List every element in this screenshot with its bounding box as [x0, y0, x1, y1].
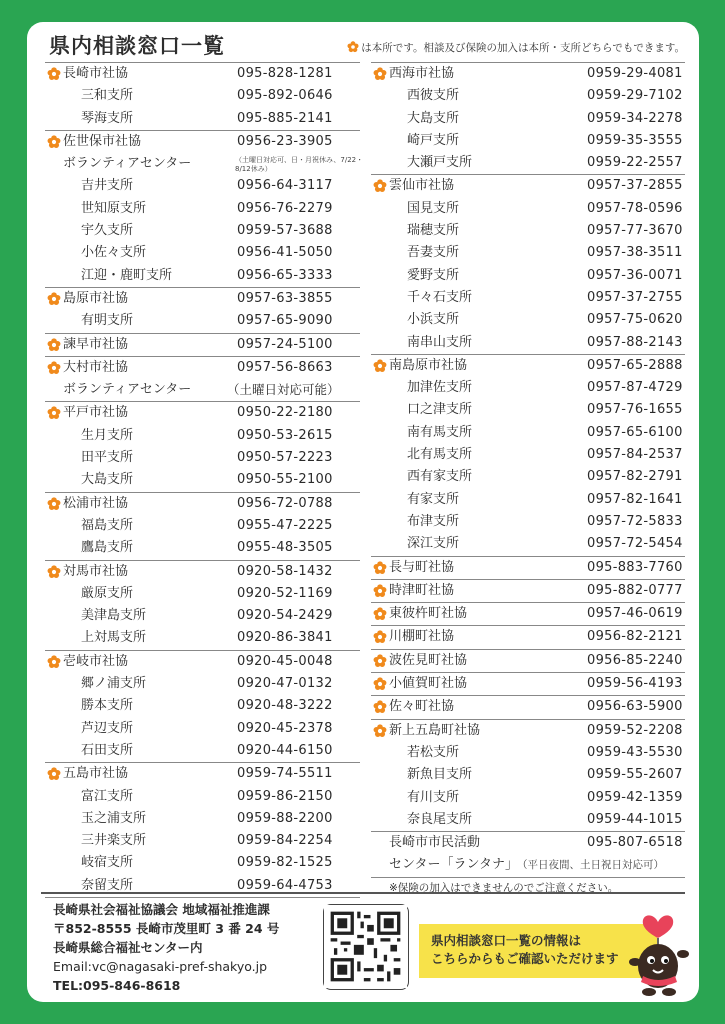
hours-note: （土曜日対応可、日・月祝休み、7/22・8/12休み） [235, 156, 364, 174]
flower-icon [373, 67, 387, 81]
office-name: 口之津支所 [407, 402, 473, 418]
flower-icon [47, 655, 61, 669]
phone-number: 0957-24-5100 [237, 336, 333, 352]
office-name: 上対馬支所 [81, 630, 147, 646]
office-group [371, 174, 685, 353]
flower-icon [373, 561, 387, 575]
office-name: 瑞穂支所 [407, 223, 460, 239]
branch-office-row [45, 718, 360, 740]
main-office-row [371, 696, 685, 718]
office-name: 田平支所 [81, 450, 134, 466]
office-group [45, 333, 360, 356]
footer [41, 892, 685, 1002]
office-name: 郷ノ浦支所 [81, 676, 147, 692]
flower-icon [373, 630, 387, 644]
branch-office-row [45, 808, 360, 830]
phone-number: 0956-85-2240 [587, 652, 683, 668]
flower-icon [47, 767, 61, 781]
phone-number: 0959-84-2254 [237, 833, 333, 849]
branch-office-row [371, 742, 685, 764]
flower-icon [47, 67, 61, 81]
branch-office-row [45, 830, 360, 852]
branch-office-row [371, 85, 685, 107]
office-group [371, 602, 685, 625]
main-office-row [371, 720, 685, 742]
phone-number: 0957-63-3855 [237, 290, 333, 306]
office-name: 若松支所 [407, 744, 460, 760]
phone-number: 0957-72-5454 [587, 536, 683, 552]
phone-number: 0959-52-2208 [587, 722, 683, 738]
phone-number: 0956-64-3117 [237, 178, 333, 194]
caution-note: ※保険の加入はできませんのでご注意ください。 [389, 881, 619, 894]
office-name: 吉井支所 [81, 178, 134, 194]
main-office-row [371, 355, 685, 377]
banner-line2: こちらからもご確認いただけます [431, 951, 619, 966]
branch-office-row [371, 466, 685, 488]
phone-number: 0957-82-1641 [587, 491, 683, 507]
main-office-row [371, 175, 685, 197]
phone-number: 0955-48-3505 [237, 540, 333, 556]
address: 〒852-8555 長崎市茂里町 3 番 24 号 [53, 921, 280, 936]
branch-office-row [371, 152, 685, 174]
office-group [371, 354, 685, 556]
office-name: 長与町社協 [389, 559, 455, 575]
phone-number: 0957-65-9090 [237, 313, 333, 329]
office-name: 佐々町社協 [389, 699, 455, 715]
office-name: 小浜支所 [407, 312, 460, 328]
branch-office-row [45, 537, 360, 559]
phone-number: 0957-75-0620 [587, 312, 683, 328]
phone-number: 0956-72-0788 [237, 495, 333, 511]
branch-office-row [371, 511, 685, 533]
office-name: 西有家支所 [407, 469, 473, 485]
office-name: 平戸市社協 [63, 405, 129, 421]
building: 長崎県総合福祉センター内 [53, 940, 203, 955]
office-name: 千々石支所 [407, 289, 473, 305]
phone-number: 095-807-6518 [587, 835, 683, 851]
main-office-row [45, 334, 360, 356]
office-name: 琴海支所 [81, 110, 134, 126]
flower-icon [47, 565, 61, 579]
flower-icon [373, 700, 387, 714]
flower-icon [373, 654, 387, 668]
phone-number: 0950-53-2615 [237, 427, 333, 443]
office-name: 対馬市社協 [63, 563, 129, 579]
branch-office-row [45, 108, 360, 130]
office-name: 西海市社協 [389, 66, 455, 81]
branch-office-row [371, 220, 685, 242]
branch-office-row [45, 515, 360, 537]
office-group [371, 695, 685, 718]
branch-office-row [371, 832, 685, 854]
office-name: 富江支所 [81, 788, 134, 804]
branch-office-row [45, 198, 360, 220]
office-name: 吾妻支所 [407, 245, 460, 261]
branch-office-row [371, 287, 685, 309]
banner-line1: 県内相談窓口一覧の情報は [431, 933, 582, 948]
office-name: 五島市社協 [63, 766, 129, 782]
office-name: 東彼杵町社協 [389, 606, 468, 622]
office-name: 国見支所 [407, 200, 460, 216]
branch-office-row [371, 108, 685, 130]
right-column [371, 62, 685, 898]
office-group [371, 625, 685, 648]
office-name: 深江支所 [407, 536, 460, 552]
phone-number: 0959-44-1015 [587, 811, 683, 827]
phone-number: 0956-41-5050 [237, 245, 333, 261]
office-name: 厳原支所 [81, 585, 134, 601]
phone-number: 0959-43-5530 [587, 744, 683, 760]
phone-number: 0920-48-3222 [237, 698, 333, 714]
main-office-row [371, 626, 685, 648]
flower-icon [47, 292, 61, 306]
office-name: 時津町社協 [389, 582, 455, 598]
office-name: 加津佐支所 [407, 380, 473, 396]
phone-number: 0957-76-1655 [587, 402, 683, 418]
flower-icon [373, 179, 387, 193]
office-group [45, 287, 360, 333]
office-name: 布津支所 [407, 513, 460, 529]
phone-number: 0920-45-0048 [237, 653, 333, 669]
phone-number: 0956-76-2279 [237, 200, 333, 216]
office-name: 美津島支所 [81, 608, 147, 624]
phone-number: 0959-86-2150 [237, 788, 333, 804]
phone-number: 0957-65-6100 [587, 424, 683, 440]
phone-number: 0950-57-2223 [237, 450, 333, 466]
phone-number: 0959-35-3555 [587, 132, 683, 148]
main-office-row [45, 402, 360, 424]
main-office-row [371, 673, 685, 695]
phone-number: 0920-52-1169 [237, 585, 333, 601]
flower-icon [47, 135, 61, 149]
phone-number: 0920-54-2429 [237, 608, 333, 624]
branch-office-row [371, 809, 685, 831]
main-office-row [45, 493, 360, 515]
branch-office-row [371, 198, 685, 220]
office-name: 有川支所 [407, 789, 460, 805]
phone-number: 0957-77-3670 [587, 223, 683, 239]
office-name: 江迎・鹿町支所 [81, 267, 173, 283]
phone-number: 0959-55-2607 [587, 767, 683, 783]
page-title: 県内相談窓口一覧 [49, 34, 225, 58]
branch-office-row [45, 153, 364, 175]
office-group [371, 672, 685, 695]
main-office-row [45, 288, 360, 310]
office-name: 南島原市社協 [389, 357, 468, 373]
phone-number: 0959-34-2278 [587, 110, 683, 126]
office-name: 諫早市社協 [63, 336, 129, 352]
office-name: 芦辺支所 [81, 720, 134, 736]
branch-office-row [371, 130, 685, 152]
branch-office-row [371, 533, 685, 555]
branch-office-row [371, 854, 685, 876]
header-note [347, 40, 685, 55]
phone-number: 0959-57-3688 [237, 223, 333, 239]
phone-number: 0959-29-4081 [587, 66, 683, 81]
office-name: 有家支所 [407, 491, 460, 507]
phone-number: 0959-64-4753 [237, 877, 333, 893]
office-name: 雲仙市社協 [389, 178, 455, 194]
phone-number: 095-882-0777 [587, 582, 683, 598]
branch-office-row [45, 740, 360, 762]
office-name: 新魚目支所 [407, 767, 473, 783]
office-group [371, 556, 685, 579]
phone-number: 0920-58-1432 [237, 563, 333, 579]
phone-number: 0959-42-1359 [587, 789, 683, 805]
phone-number: 0920-45-2378 [237, 720, 333, 736]
main-office-row [45, 63, 360, 85]
office-name: 北有馬支所 [407, 447, 473, 463]
phone-number: 0957-78-0596 [587, 200, 683, 216]
phone-number: 0959-56-4193 [587, 676, 683, 692]
office-name: 大村市社協 [63, 359, 129, 375]
phone-number: 0957-72-5833 [587, 513, 683, 529]
phone-number: 095-885-2141 [237, 110, 333, 126]
branch-office-row [371, 444, 685, 466]
phone-number: 0957-88-2143 [587, 334, 683, 350]
contact-block [53, 900, 279, 995]
office-name: 壱岐市社協 [63, 653, 129, 669]
office-name: 愛野支所 [407, 267, 460, 283]
main-office-row [45, 131, 360, 153]
main-office-row [371, 580, 685, 602]
main-office-row [45, 357, 360, 379]
office-name: 奈良尾支所 [407, 811, 473, 827]
phone-number: 0957-87-4729 [587, 380, 683, 396]
branch-office-row [371, 265, 685, 287]
office-group [45, 401, 360, 491]
branch-office-row [45, 242, 360, 264]
phone-number: 0956-82-2121 [587, 629, 683, 645]
office-name: 大島支所 [407, 110, 460, 126]
office-name: 三和支所 [81, 88, 134, 104]
office-name: 小佐々支所 [81, 245, 147, 261]
branch-office-row [45, 695, 360, 717]
office-group [45, 62, 360, 130]
office-name: 有明支所 [81, 313, 134, 329]
office-name: 波佐見町社協 [389, 652, 468, 668]
phone-number: 0957-38-3511 [587, 245, 683, 261]
phone-number: 0959-74-5511 [237, 766, 333, 782]
office-name: 大瀬戸支所 [407, 155, 473, 171]
header-note-text: は本所です。相談及び保険の加入は本所・支所どちらでもできます。 [361, 42, 685, 54]
phone-number: 0957-37-2855 [587, 178, 683, 194]
branch-office-row [45, 786, 360, 808]
main-office-row [371, 603, 685, 625]
phone-number: TEL:095-846-8618 [53, 978, 181, 993]
office-name: 勝本支所 [81, 698, 134, 714]
office-group [371, 579, 685, 602]
phone-number: 095-883-7760 [587, 559, 683, 575]
branch-office-row [371, 242, 685, 264]
phone-number: 0950-55-2100 [237, 472, 333, 488]
branch-office-row [371, 377, 685, 399]
mascot-character-icon [623, 902, 693, 998]
office-group [45, 130, 364, 287]
phone-number: 095-892-0646 [237, 88, 333, 104]
office-name: 大島支所 [81, 472, 134, 488]
main-office-row [371, 650, 685, 672]
branch-office-row [371, 489, 685, 511]
branch-office-row [45, 85, 360, 107]
phone-number: 0957-46-0619 [587, 606, 683, 622]
office-name: 長崎市市民活動 [389, 835, 481, 851]
office-name: 崎戸支所 [407, 132, 460, 148]
office-name: 三井楽支所 [81, 833, 147, 849]
email-link[interactable]: Email:vc@nagasaki-pref-shakyo.jp [53, 959, 268, 974]
branch-office-row [371, 309, 685, 331]
office-name: 西彼支所 [407, 88, 460, 104]
phone-number: 0956-63-5900 [587, 699, 683, 715]
qr-code[interactable] [323, 904, 409, 990]
flower-icon [373, 607, 387, 621]
flower-icon [373, 724, 387, 738]
phone-number: 095-828-1281 [237, 66, 333, 81]
phone-number: 0959-22-2557 [587, 155, 683, 171]
phone-number: 0957-84-2537 [587, 447, 683, 463]
office-name: 鷹島支所 [81, 540, 134, 556]
main-office-row [45, 651, 360, 673]
office-name: 川棚町社協 [389, 629, 455, 645]
branch-office-row [45, 627, 360, 649]
flower-icon [47, 338, 61, 352]
main-office-row [371, 63, 685, 85]
branch-office-row [45, 265, 360, 287]
phone-number: 0959-88-2200 [237, 810, 333, 826]
branch-office-row [45, 605, 360, 627]
phone-number: 0950-22-2180 [237, 405, 333, 421]
branch-office-row [371, 332, 685, 354]
branch-office-row [45, 310, 360, 332]
branch-office-row [45, 379, 360, 401]
branch-office-row [45, 447, 360, 469]
branch-office-row [45, 425, 360, 447]
office-group [45, 650, 360, 762]
phone-number: 0959-29-7102 [587, 88, 683, 104]
main-office-row [45, 561, 360, 583]
office-group [371, 831, 685, 877]
office-name: 南串山支所 [407, 334, 473, 350]
office-name: ボランティアセンター [63, 382, 192, 398]
office-name: 奈留支所 [81, 877, 134, 893]
phone-number: 0959-82-1525 [237, 855, 333, 871]
branch-office-row [45, 175, 360, 197]
office-name: 生月支所 [81, 427, 134, 443]
office-name: 宇久支所 [81, 223, 134, 239]
phone-number: 0955-47-2225 [237, 517, 333, 533]
flower-icon [47, 361, 61, 375]
phone-number: 0920-47-0132 [237, 676, 333, 692]
office-group [371, 719, 685, 831]
flower-icon [373, 677, 387, 691]
office-group [371, 649, 685, 672]
phone-number: 0956-65-3333 [237, 267, 333, 283]
office-name: 小値賀町社協 [389, 676, 468, 692]
office-group [45, 762, 360, 897]
office-name: 島原市社協 [63, 290, 129, 306]
branch-office-row [371, 399, 685, 421]
branch-office-row [45, 852, 360, 874]
office-name: 佐世保市社協 [63, 133, 142, 149]
phone-number: 0957-36-0071 [587, 267, 683, 283]
phone-number: 0920-44-6150 [237, 742, 333, 758]
hours-note: （平日夜間、土日祝日対応可） [517, 859, 664, 872]
office-name: ボランティアセンター [63, 156, 192, 172]
phone-number: 0957-65-2888 [587, 357, 683, 373]
office-name: 南有馬支所 [407, 424, 473, 440]
office-name: 石田支所 [81, 742, 134, 758]
office-name: 福島支所 [81, 517, 134, 533]
branch-office-row [371, 422, 685, 444]
page-sheet [27, 22, 699, 1002]
info-banner [419, 924, 657, 978]
office-group [45, 356, 360, 402]
org-name: 長崎県社会福祉協議会 地域福祉推進課 [53, 902, 270, 917]
branch-office-row [45, 673, 360, 695]
office-name: センター「ランタナ」 [389, 857, 518, 873]
hours-note: （土曜日対応可能） [227, 382, 340, 398]
flower-icon [47, 497, 61, 511]
left-column [45, 62, 364, 898]
main-office-row [45, 763, 360, 785]
branch-office-row [371, 787, 685, 809]
flower-icon [347, 41, 359, 53]
office-name: 世知原支所 [81, 200, 147, 216]
branch-office-row [45, 469, 360, 491]
branch-office-row [45, 220, 360, 242]
office-name: 松浦市社協 [63, 495, 129, 511]
branch-office-row [371, 764, 685, 786]
phone-number: 0957-82-2791 [587, 469, 683, 485]
main-office-row [371, 557, 685, 579]
office-name: 新上五島町社協 [389, 722, 481, 738]
phone-number: 0920-86-3841 [237, 630, 333, 646]
branch-office-row [45, 583, 360, 605]
office-name: 玉之浦支所 [81, 810, 147, 826]
phone-number: 0957-56-8663 [237, 359, 333, 375]
office-name: 長崎市社協 [63, 66, 129, 81]
flower-icon [47, 406, 61, 420]
office-group [45, 492, 360, 560]
flower-icon [373, 584, 387, 598]
phone-number: 0957-37-2755 [587, 289, 683, 305]
qr-code-icon [324, 905, 407, 988]
phone-number: 0956-23-3905 [237, 133, 333, 149]
office-group [45, 560, 360, 650]
flower-icon [373, 359, 387, 373]
office-name: 岐宿支所 [81, 855, 134, 871]
office-group [371, 62, 685, 174]
